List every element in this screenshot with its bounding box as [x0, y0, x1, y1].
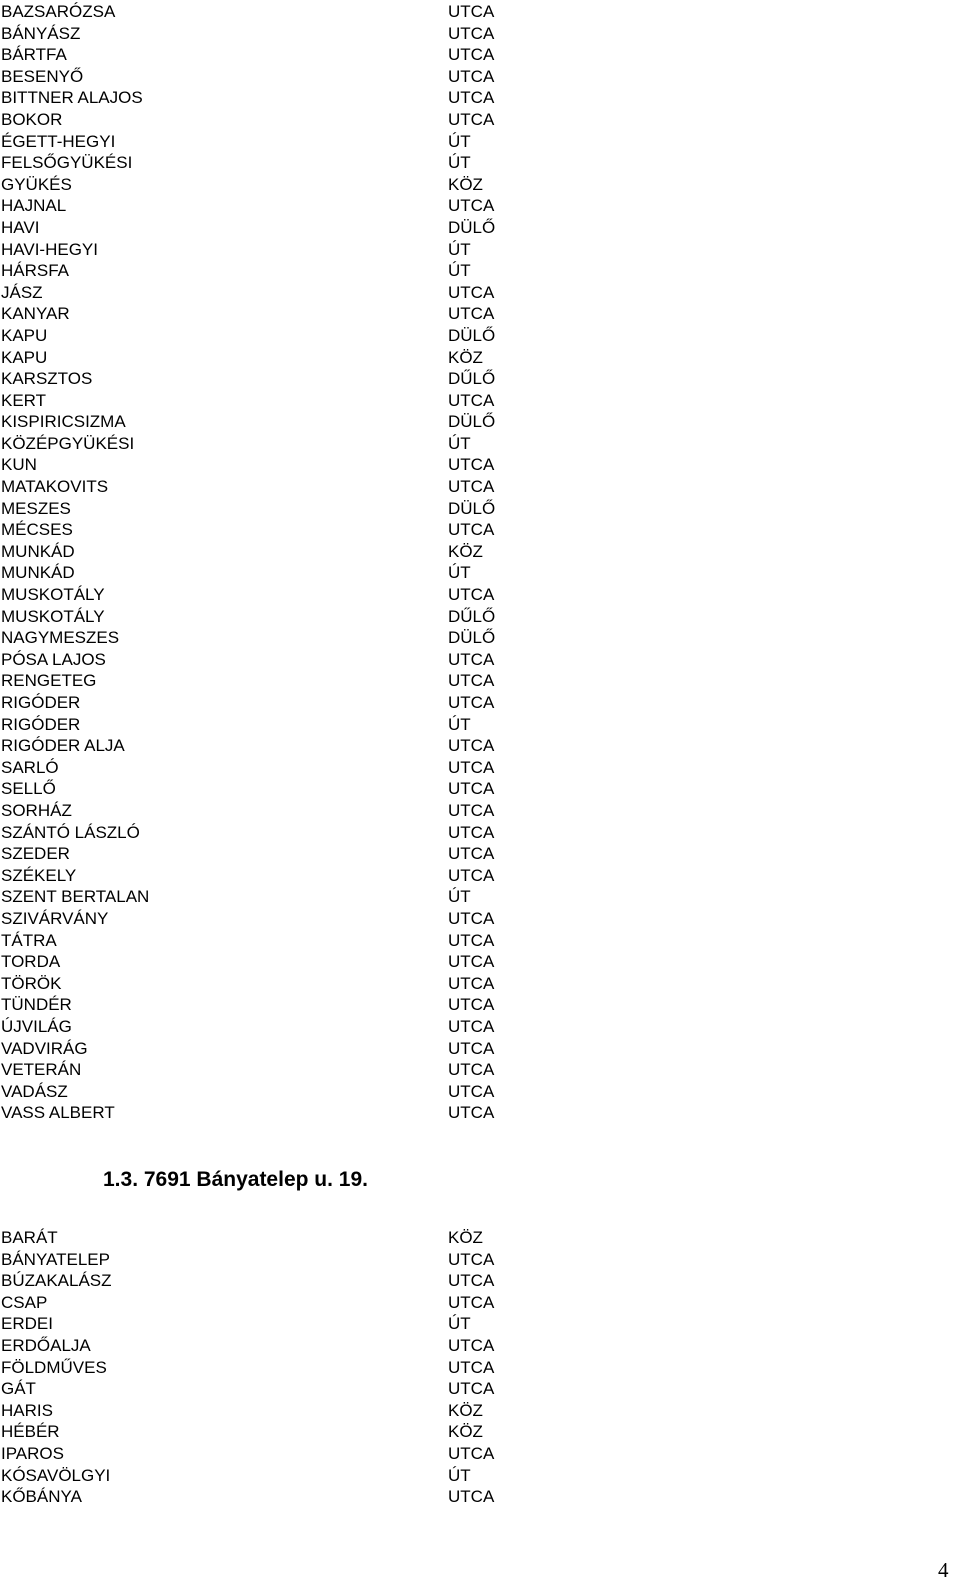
- street-row: [0, 1443, 960, 1465]
- street-name: HAVI: [1, 217, 40, 237]
- street-name: BAZSARÓZSA: [1, 2, 116, 21]
- street-name: MESZES: [1, 498, 71, 518]
- street-row: [0, 562, 960, 584]
- street-name: MUSKOTÁLY: [1, 606, 105, 626]
- street-row: [0, 1313, 960, 1335]
- street-name: SORHÁZ: [1, 800, 72, 820]
- street-type: UTCA: [448, 88, 495, 108]
- street-type: UTCA: [448, 66, 495, 86]
- street-type: UTCA: [448, 779, 495, 799]
- street-type: UTCA: [448, 1038, 495, 1058]
- street-row: [0, 541, 960, 563]
- street-name: SARLÓ: [1, 757, 59, 777]
- street-type: UTCA: [448, 1271, 495, 1291]
- street-name: MUSKOTÁLY: [1, 585, 105, 605]
- street-type: ÚT: [448, 239, 471, 259]
- street-name: SZENT BERTALAN: [1, 887, 150, 907]
- street-type: UTCA: [448, 304, 495, 324]
- street-name: BÁNYÁSZ: [1, 23, 81, 43]
- street-name: KÖZÉPGYÜKÉSI: [1, 433, 135, 453]
- street-name: SZIVÁRVÁNY: [1, 908, 109, 928]
- street-row: [0, 1421, 960, 1443]
- street-name: PÓSA LAJOS: [1, 649, 106, 669]
- street-row: [0, 735, 960, 757]
- street-row: [0, 1486, 960, 1508]
- street-row: [0, 1270, 960, 1292]
- street-type: UTCA: [448, 196, 495, 216]
- street-row: [0, 1, 960, 23]
- street-row: [0, 1016, 960, 1038]
- street-type: UTCA: [448, 282, 495, 302]
- street-row: [0, 23, 960, 45]
- page-number: 4: [938, 1558, 949, 1582]
- street-type: KÖZ: [448, 347, 483, 367]
- street-name: BÁRTFA: [1, 45, 67, 65]
- street-type: UTCA: [448, 1081, 495, 1101]
- street-row: [0, 1059, 960, 1081]
- street-type: UTCA: [448, 800, 495, 820]
- street-name: SZÁNTÓ LÁSZLÓ: [1, 822, 140, 842]
- street-row: [0, 174, 960, 196]
- street-row: [0, 1081, 960, 1103]
- street-type: UTCA: [448, 2, 495, 21]
- street-row: [0, 930, 960, 952]
- street-row: [0, 1292, 960, 1314]
- street-name: SZÉKELY: [1, 865, 77, 885]
- street-name: KAPU: [1, 325, 48, 345]
- street-name: HÁRSFA: [1, 261, 70, 281]
- street-type: DÜLŐ: [448, 628, 496, 648]
- street-type: UTCA: [448, 1443, 495, 1463]
- street-row: [0, 109, 960, 131]
- street-name: ÉGETT-HEGYI: [1, 131, 116, 151]
- street-type: KÖZ: [448, 1400, 483, 1420]
- street-row: [0, 303, 960, 325]
- street-name: VASS ALBERT: [1, 1103, 115, 1123]
- street-name: GYÜKÉS: [1, 174, 72, 194]
- street-type: UTCA: [448, 585, 495, 605]
- street-row: [0, 649, 960, 671]
- street-row: [0, 627, 960, 649]
- street-type: ÚT: [448, 1314, 471, 1334]
- street-type: KÖZ: [448, 1422, 483, 1442]
- street-row: [0, 217, 960, 239]
- street-row: [0, 908, 960, 930]
- street-type: UTCA: [448, 995, 495, 1015]
- street-name: SELLŐ: [1, 779, 56, 799]
- street-name: HÉBÉR: [1, 1422, 60, 1442]
- street-type: DŰLŐ: [448, 606, 496, 626]
- street-name: IPAROS: [1, 1443, 64, 1463]
- street-name: TÜNDÉR: [1, 995, 72, 1015]
- street-row: [0, 44, 960, 66]
- street-name: VADVIRÁG: [1, 1038, 88, 1058]
- street-name: RIGÓDER: [1, 714, 81, 734]
- street-type: UTCA: [448, 649, 495, 669]
- street-name: SZEDER: [1, 844, 70, 864]
- street-type: UTCA: [448, 1487, 495, 1507]
- street-row: [0, 951, 960, 973]
- street-name: FELSŐGYÜKÉSI: [1, 153, 133, 173]
- street-name: TÁTRA: [1, 930, 57, 950]
- street-type: UTCA: [448, 1292, 495, 1312]
- street-row: [0, 433, 960, 455]
- street-type: UTCA: [448, 844, 495, 864]
- street-row: [0, 692, 960, 714]
- street-type: ÚT: [448, 131, 471, 151]
- street-name: ÚJVILÁG: [1, 1016, 72, 1036]
- street-row: [0, 411, 960, 433]
- street-row: [0, 347, 960, 369]
- street-row: [0, 519, 960, 541]
- street-type: UTCA: [448, 930, 495, 950]
- street-row: [0, 822, 960, 844]
- street-type: UTCA: [448, 109, 495, 129]
- street-row: [0, 390, 960, 412]
- street-name: RENGETEG: [1, 671, 97, 691]
- street-row: [0, 260, 960, 282]
- street-name: HAJNAL: [1, 196, 67, 216]
- street-row: [0, 1378, 960, 1400]
- street-name: ERDEI: [1, 1314, 53, 1334]
- street-type: UTCA: [448, 1335, 495, 1355]
- street-name: HARIS: [1, 1400, 53, 1420]
- street-type: DÜLŐ: [448, 498, 496, 518]
- street-row: [0, 152, 960, 174]
- street-type: UTCA: [448, 1060, 495, 1080]
- street-type: UTCA: [448, 952, 495, 972]
- street-type: ÚT: [448, 153, 471, 173]
- street-row: [0, 87, 960, 109]
- street-row: [0, 454, 960, 476]
- street-name: CSAP: [1, 1292, 48, 1312]
- street-type: ÚT: [448, 1465, 471, 1485]
- street-row: [0, 1357, 960, 1379]
- street-type: UTCA: [448, 973, 495, 993]
- street-type: UTCA: [448, 671, 495, 691]
- street-row: [0, 865, 960, 887]
- street-name: TORDA: [1, 952, 61, 972]
- street-row: [0, 1227, 960, 1249]
- street-name: KANYAR: [1, 304, 70, 324]
- street-name: FÖLDMŰVES: [1, 1357, 107, 1377]
- street-name: KARSZTOS: [1, 369, 93, 389]
- street-name: KŐBÁNYA: [1, 1487, 82, 1507]
- street-type: ÚT: [448, 261, 471, 281]
- street-row: [0, 368, 960, 390]
- street-name: TÖRÖK: [1, 973, 62, 993]
- street-type: UTCA: [448, 1016, 495, 1036]
- street-name: BÁNYATELEP: [1, 1249, 110, 1269]
- street-type: UTCA: [448, 822, 495, 842]
- street-row: [0, 476, 960, 498]
- street-name: NAGYMESZES: [1, 628, 120, 648]
- street-type: DÜLŐ: [448, 217, 496, 237]
- street-row: [0, 66, 960, 88]
- street-row: [0, 282, 960, 304]
- street-row: [0, 325, 960, 347]
- street-row: [0, 973, 960, 995]
- street-row: [0, 1400, 960, 1422]
- street-name: KERT: [1, 390, 47, 410]
- street-name: BARÁT: [1, 1228, 58, 1247]
- street-row: [0, 670, 960, 692]
- street-row: [0, 1102, 960, 1124]
- street-name: KISPIRICSIZMA: [1, 412, 126, 432]
- street-type: UTCA: [448, 1103, 495, 1123]
- street-name: VETERÁN: [1, 1060, 82, 1080]
- street-type: ÚT: [448, 563, 471, 583]
- street-type: KÖZ: [448, 174, 483, 194]
- street-type: UTCA: [448, 757, 495, 777]
- street-row: [0, 1038, 960, 1060]
- street-row: [0, 1335, 960, 1357]
- section-heading: 1.3. 7691 Bányatelep u. 19.: [103, 1168, 368, 1191]
- street-row: [0, 1465, 960, 1487]
- street-type: UTCA: [448, 520, 495, 540]
- street-row: [0, 498, 960, 520]
- street-name: KUN: [1, 455, 37, 475]
- street-type: DŰLŐ: [448, 369, 496, 389]
- street-row: [0, 886, 960, 908]
- street-type: UTCA: [448, 477, 495, 497]
- street-name: MUNKÁD: [1, 563, 75, 583]
- street-name: ERDŐALJA: [1, 1335, 91, 1355]
- street-type: UTCA: [448, 908, 495, 928]
- street-list-bottom: [0, 1227, 960, 1508]
- street-name: JÁSZ: [1, 282, 43, 302]
- street-type: UTCA: [448, 693, 495, 712]
- street-name: MUNKÁD: [1, 541, 75, 561]
- street-row: [0, 131, 960, 153]
- street-row: [0, 714, 960, 736]
- street-name: MATAKOVITS: [1, 477, 109, 497]
- street-name: GÁT: [1, 1379, 36, 1399]
- street-row: [0, 606, 960, 628]
- street-name: VADÁSZ: [1, 1081, 68, 1101]
- street-type: UTCA: [448, 1379, 495, 1399]
- street-name: BOKOR: [1, 109, 63, 129]
- street-name: BESENYŐ: [1, 66, 84, 86]
- street-type: UTCA: [448, 865, 495, 885]
- street-name: KÓSAVÖLGYI: [1, 1465, 111, 1485]
- street-name: RIGÓDER ALJA: [1, 736, 125, 756]
- street-row: [0, 843, 960, 865]
- street-row: [0, 757, 960, 779]
- street-type: UTCA: [448, 736, 495, 756]
- street-row: [0, 584, 960, 606]
- street-name: RIGÓDER: [1, 693, 81, 712]
- street-row: [0, 195, 960, 217]
- street-list-top: [0, 1, 960, 1124]
- street-type: UTCA: [448, 390, 495, 410]
- street-name: BITTNER ALAJOS: [1, 88, 143, 108]
- street-type: UTCA: [448, 45, 495, 65]
- street-type: KÖZ: [448, 541, 483, 561]
- street-row: [0, 239, 960, 261]
- street-row: [0, 1249, 960, 1271]
- street-type: DÜLŐ: [448, 325, 496, 345]
- street-name: HAVI-HEGYI: [1, 239, 98, 259]
- street-row: [0, 778, 960, 800]
- street-type: UTCA: [448, 1249, 495, 1269]
- street-name: KAPU: [1, 347, 48, 367]
- street-name: BÚZAKALÁSZ: [1, 1271, 112, 1291]
- street-type: ÚT: [448, 714, 471, 734]
- street-type: UTCA: [448, 1357, 495, 1377]
- street-row: [0, 994, 960, 1016]
- street-type: ÚT: [448, 887, 471, 907]
- street-row: [0, 800, 960, 822]
- street-type: UTCA: [448, 455, 495, 475]
- street-type: ÚT: [448, 433, 471, 453]
- street-type: DÜLŐ: [448, 412, 496, 432]
- street-type: KÖZ: [448, 1228, 483, 1247]
- street-type: UTCA: [448, 23, 495, 43]
- street-name: MÉCSES: [1, 520, 73, 540]
